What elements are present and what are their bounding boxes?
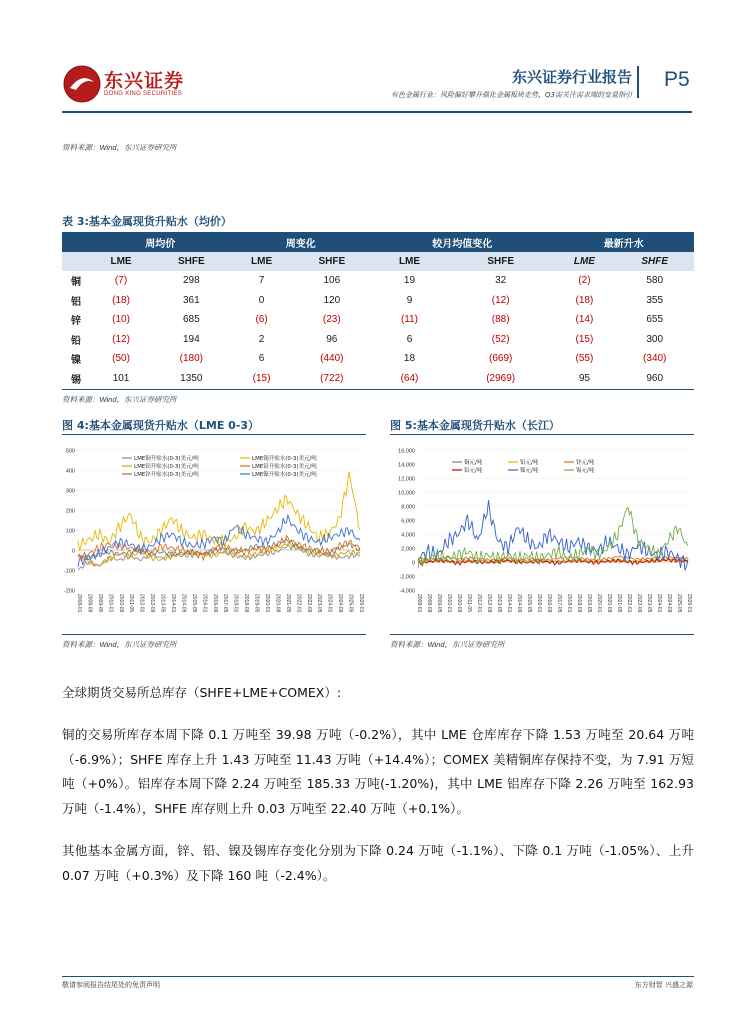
table-cell: (2969) (486, 372, 516, 384)
x-tick-label: 2017-05 (222, 594, 229, 613)
y-tick-label: 0 (411, 560, 415, 567)
table-cell: 685 (182, 314, 200, 326)
table-cell: (64) (400, 372, 419, 384)
table-cell: 2 (258, 333, 265, 345)
table-cell: 95 (578, 372, 590, 384)
table-cell: (2) (578, 275, 591, 287)
x-tick-label: 2013-05 (496, 594, 502, 613)
chart5-source: 资料来源：Wind，东兴证券研究所 (390, 640, 505, 649)
legend-label: 铜元/吨 (464, 460, 483, 466)
x-tick-label: 2012-09 (149, 594, 156, 613)
table-cell: 6 (258, 353, 265, 365)
x-tick-label: 2008-01 (76, 594, 82, 613)
sub-header: SHFE (615, 252, 694, 271)
x-tick-label: 2025-05 (347, 594, 354, 613)
footer-slogan: 东方财智 兴盛之源 (634, 981, 693, 989)
table-row (62, 349, 694, 369)
x-tick-label: 2010-01 (107, 594, 114, 613)
table-cell: 355 (646, 294, 664, 306)
x-tick-label: 2024-09 (666, 594, 672, 613)
company-name-en: DONG XING SECURITIES (104, 91, 183, 97)
header-divider (637, 66, 639, 98)
y-tick-label: -100 (63, 568, 75, 575)
table-cell: 361 (182, 294, 200, 306)
table-cell: (23) (322, 314, 341, 326)
table-cell: 9 (406, 294, 413, 306)
table-cell: 960 (646, 372, 664, 384)
y-tick-label: 2,000 (401, 546, 415, 553)
report-subtitle: 有色金属行业：风险偏好攀升强化金属板块走势，Q3需关注需求端的变量指引 (391, 91, 632, 99)
row-metal-label: 铜 (71, 277, 81, 289)
header-rule (62, 111, 692, 113)
x-tick-label: 2022-09 (636, 594, 642, 613)
x-tick-label: 2016-09 (546, 594, 552, 613)
table-cell: (10) (112, 314, 130, 326)
x-tick-label: 2016-01 (536, 594, 542, 613)
row-metal-label: 锡 (71, 374, 81, 386)
table-cell: (50) (112, 353, 130, 365)
legend-label: LME铅升贴水(0-3)美元/吨 (252, 464, 317, 470)
inventory-heading: 全球期货交易所总库存（SHFE+LME+COMEX）: (62, 685, 342, 700)
footer-rule (62, 976, 694, 977)
legend-label: 锌元/吨 (576, 460, 595, 466)
table-cell: (15) (252, 372, 271, 384)
x-tick-label: 2019-05 (586, 594, 592, 613)
x-tick-label: 2010-09 (117, 594, 124, 613)
x-tick-label: 2012-09 (486, 594, 492, 613)
x-tick-label: 2023-05 (646, 594, 652, 613)
table-cell: 32 (495, 275, 507, 287)
sub-header: SHFE (448, 252, 553, 271)
sub-header: LME (553, 252, 615, 271)
table-cell: (18) (112, 294, 130, 306)
table-row (62, 291, 694, 311)
row-metal-label: 镍 (71, 355, 81, 367)
chart5-caption: 图 5:基本金属现货升贴水（长江） (390, 419, 560, 432)
x-tick-label: 2025-05 (676, 594, 682, 613)
chart5-caption-rule (390, 434, 694, 435)
group-header: 最新升水 (553, 232, 694, 252)
chart-lme-basis (62, 440, 366, 632)
table-cell: (15) (575, 333, 594, 345)
y-tick-label: 6,000 (401, 518, 415, 525)
legend-label: 铝元/吨 (520, 460, 539, 466)
table-row (62, 310, 694, 330)
series-line (418, 500, 688, 570)
chart5-bottom-rule (390, 634, 694, 635)
y-tick-label: 16,000 (398, 448, 415, 455)
table-row (62, 369, 694, 389)
table-cell: 120 (323, 294, 341, 306)
group-header: 较月均值变化 (371, 232, 553, 252)
x-tick-label: 2011-05 (128, 594, 135, 612)
table-cell: 96 (326, 333, 338, 345)
y-tick-label: 4,000 (401, 532, 415, 539)
y-tick-label: -200 (63, 588, 75, 595)
x-tick-label: 2015-05 (190, 594, 197, 613)
sub-header: LME (90, 252, 152, 271)
table-cell: (55) (575, 353, 594, 365)
basis-table (62, 232, 694, 388)
x-tick-label: 2024-01 (656, 594, 662, 613)
table-cell: (340) (643, 353, 667, 365)
x-tick-label: 2015-05 (526, 594, 532, 613)
x-tick-label: 2018-01 (232, 594, 239, 613)
x-tick-label: 2014-09 (180, 594, 187, 613)
legend-label: 镍元/吨 (520, 468, 539, 474)
legend-label: LME锌升贴水(0-3)美元/吨 (134, 472, 199, 478)
y-tick-label: 0 (71, 548, 75, 555)
x-tick-label: 2018-09 (576, 594, 582, 613)
logo-emblem-icon (62, 64, 102, 104)
x-tick-label: 2016-09 (211, 594, 218, 613)
x-tick-label: 2008-01 (416, 594, 422, 613)
table-row (62, 330, 694, 350)
x-tick-label: 2023-05 (316, 594, 323, 613)
table-cell: 6 (406, 333, 413, 345)
footer-disclaimer: 敬请参阅报告结尾处的免责声明 (62, 981, 160, 989)
x-tick-label: 2020-09 (606, 594, 612, 613)
x-tick-label: 2013-05 (159, 594, 166, 613)
table-cell: (88) (491, 314, 510, 326)
x-tick-label: 2022-01 (626, 594, 632, 613)
x-tick-label: 2026-01 (686, 594, 692, 613)
x-tick-label: 2008-09 (86, 594, 93, 613)
y-tick-label: 200 (65, 508, 75, 515)
table-cell: 1350 (180, 372, 203, 384)
table-cell: 298 (182, 275, 200, 287)
table-cell: (6) (255, 314, 268, 326)
x-tick-label: 2010-01 (446, 594, 452, 613)
table3-caption: 表 3:基本金属现货升贴水（均价） (62, 215, 232, 228)
table-cell: 194 (182, 333, 200, 345)
y-tick-label: -2,000 (399, 574, 415, 581)
x-tick-label: 2021-05 (284, 594, 291, 613)
x-tick-label: 2014-01 (506, 594, 512, 613)
table-cell: 580 (646, 275, 664, 287)
x-tick-label: 2022-09 (305, 594, 312, 613)
y-tick-label: 8,000 (401, 504, 415, 511)
sub-header: SHFE (152, 252, 230, 271)
y-tick-label: -4,000 (399, 588, 415, 595)
x-tick-label: 2012-01 (476, 594, 482, 613)
x-tick-label: 2022-01 (295, 594, 302, 613)
legend-label: LME锡升贴水(0-3)美元/吨 (252, 456, 317, 462)
legend-label: LME镍升贴水(0-3)美元/吨 (252, 472, 317, 478)
row-metal-label: 铅 (71, 335, 81, 347)
table-cell: 101 (112, 372, 130, 384)
row-metal-label: 锌 (71, 316, 81, 328)
table-cell: 106 (323, 275, 341, 287)
report-title: 东兴证券行业报告 (511, 68, 632, 86)
y-tick-label: 300 (65, 488, 75, 495)
table-cell: (669) (488, 353, 513, 365)
table-cell: (180) (179, 353, 203, 365)
y-tick-label: 500 (65, 448, 75, 455)
y-tick-label: 14,000 (398, 462, 415, 469)
table-cell: (722) (320, 372, 344, 384)
legend-label: 锡元/吨 (576, 468, 595, 474)
x-tick-label: 2020-09 (274, 594, 281, 613)
table3-source: 资料来源：Wind，东兴证券研究所 (62, 395, 177, 404)
table-row (62, 271, 694, 291)
y-tick-label: 400 (65, 468, 75, 475)
row-metal-label: 铝 (71, 296, 81, 308)
chart4-caption: 图 4:基本金属现货升贴水（LME 0-3） (62, 419, 260, 432)
x-tick-label: 2009-05 (96, 594, 103, 613)
chart4-source: 资料来源：Wind，东兴证券研究所 (62, 640, 177, 649)
y-tick-label: 100 (65, 528, 75, 535)
chart4-caption-rule (62, 434, 366, 435)
legend-label: LME铜升贴水(0-3)美元/吨 (134, 456, 199, 462)
x-tick-label: 2011-05 (466, 594, 472, 612)
table-cell: (12) (112, 333, 130, 345)
page-number: P5 (664, 68, 690, 91)
x-tick-label: 2018-01 (566, 594, 572, 613)
x-tick-label: 2014-09 (516, 594, 522, 613)
x-tick-label: 2014-01 (170, 594, 176, 613)
table-cell: 300 (646, 333, 664, 345)
group-header: 周变化 (231, 232, 372, 252)
x-tick-label: 2019-05 (253, 594, 260, 613)
legend-label: 铅元/吨 (464, 468, 483, 474)
x-tick-label: 2017-05 (556, 594, 562, 613)
x-tick-label: 2021-05 (616, 594, 622, 613)
x-tick-label: 2016-01 (201, 594, 208, 613)
table-cell: 655 (646, 314, 664, 326)
x-tick-label: 2020-01 (264, 594, 270, 613)
table-cell: 0 (258, 294, 265, 306)
y-tick-label: 10,000 (398, 490, 415, 497)
legend-label: LME铝升贴水(0-3)美元/吨 (134, 464, 199, 470)
x-tick-label: 2009-05 (436, 594, 442, 613)
chart-changjiang-basis (390, 440, 694, 632)
inventory-paragraph-other-metals: 其他基本金属方面，锌、铅、镍及锡库存变化分别为下降 0.24 万吨（-1.1%）、下降 0.1 万吨（-1.05%）、上升 0.07 万吨（+0.3%）及下降 160 吨（-2.4%）。 (62, 843, 694, 883)
x-tick-label: 2024-09 (337, 594, 344, 613)
x-tick-label: 2026-01 (358, 594, 364, 613)
table-cell: (7) (114, 275, 128, 287)
x-tick-label: 2020-01 (596, 594, 602, 613)
x-tick-label: 2010-09 (456, 594, 462, 613)
sub-header: LME (371, 252, 448, 271)
y-tick-label: 12,000 (398, 476, 415, 483)
source-note-top: 资料来源：Wind，东兴证券研究所 (62, 143, 177, 152)
table-cell: (12) (491, 294, 510, 306)
x-tick-label: 2018-09 (243, 594, 250, 613)
chart4-bottom-rule (62, 634, 366, 635)
table-cell: (14) (575, 314, 594, 326)
table-cell: (52) (491, 333, 510, 345)
x-tick-label: 2024-01 (326, 594, 333, 613)
table-cell: (18) (575, 294, 594, 306)
table-cell: 19 (403, 275, 416, 287)
table-cell: 18 (403, 353, 416, 365)
table-cell: (440) (320, 353, 344, 365)
sub-header: SHFE (293, 252, 371, 271)
group-header: 周均价 (90, 232, 231, 252)
table-cell: 7 (258, 275, 265, 287)
table-bottom-rule (62, 389, 694, 390)
x-tick-label: 2008-09 (426, 594, 432, 613)
table-cell: (11) (400, 314, 419, 326)
inventory-paragraph-copper-aluminium: 铜的交易所库存本周下降 0.1 万吨至 39.98 万吨（-0.2%），其中 LME 仓库库存下降 1.53 万吨至 20.64 万吨（-6.9%）；SHFE 库存上升 1.43 万吨至 11.43 万吨（+14.4%）；COMEX 美精铜库存保持不变，为 7.91 万短吨（+0%）。铝库存本周下降 2.24 万吨至 185.33 万吨(-1.20%)，其中 LME 铝库存下降 2.26 万吨至 162.93 万吨（-1.4%），SHFE 库存则上升 0.03 万吨至 22.40 万吨（+0.1%）。 (62, 727, 694, 816)
company-name: 东兴证券 (104, 70, 185, 92)
sub-header: LME (231, 252, 293, 271)
x-tick-label: 2012-01 (138, 594, 145, 613)
